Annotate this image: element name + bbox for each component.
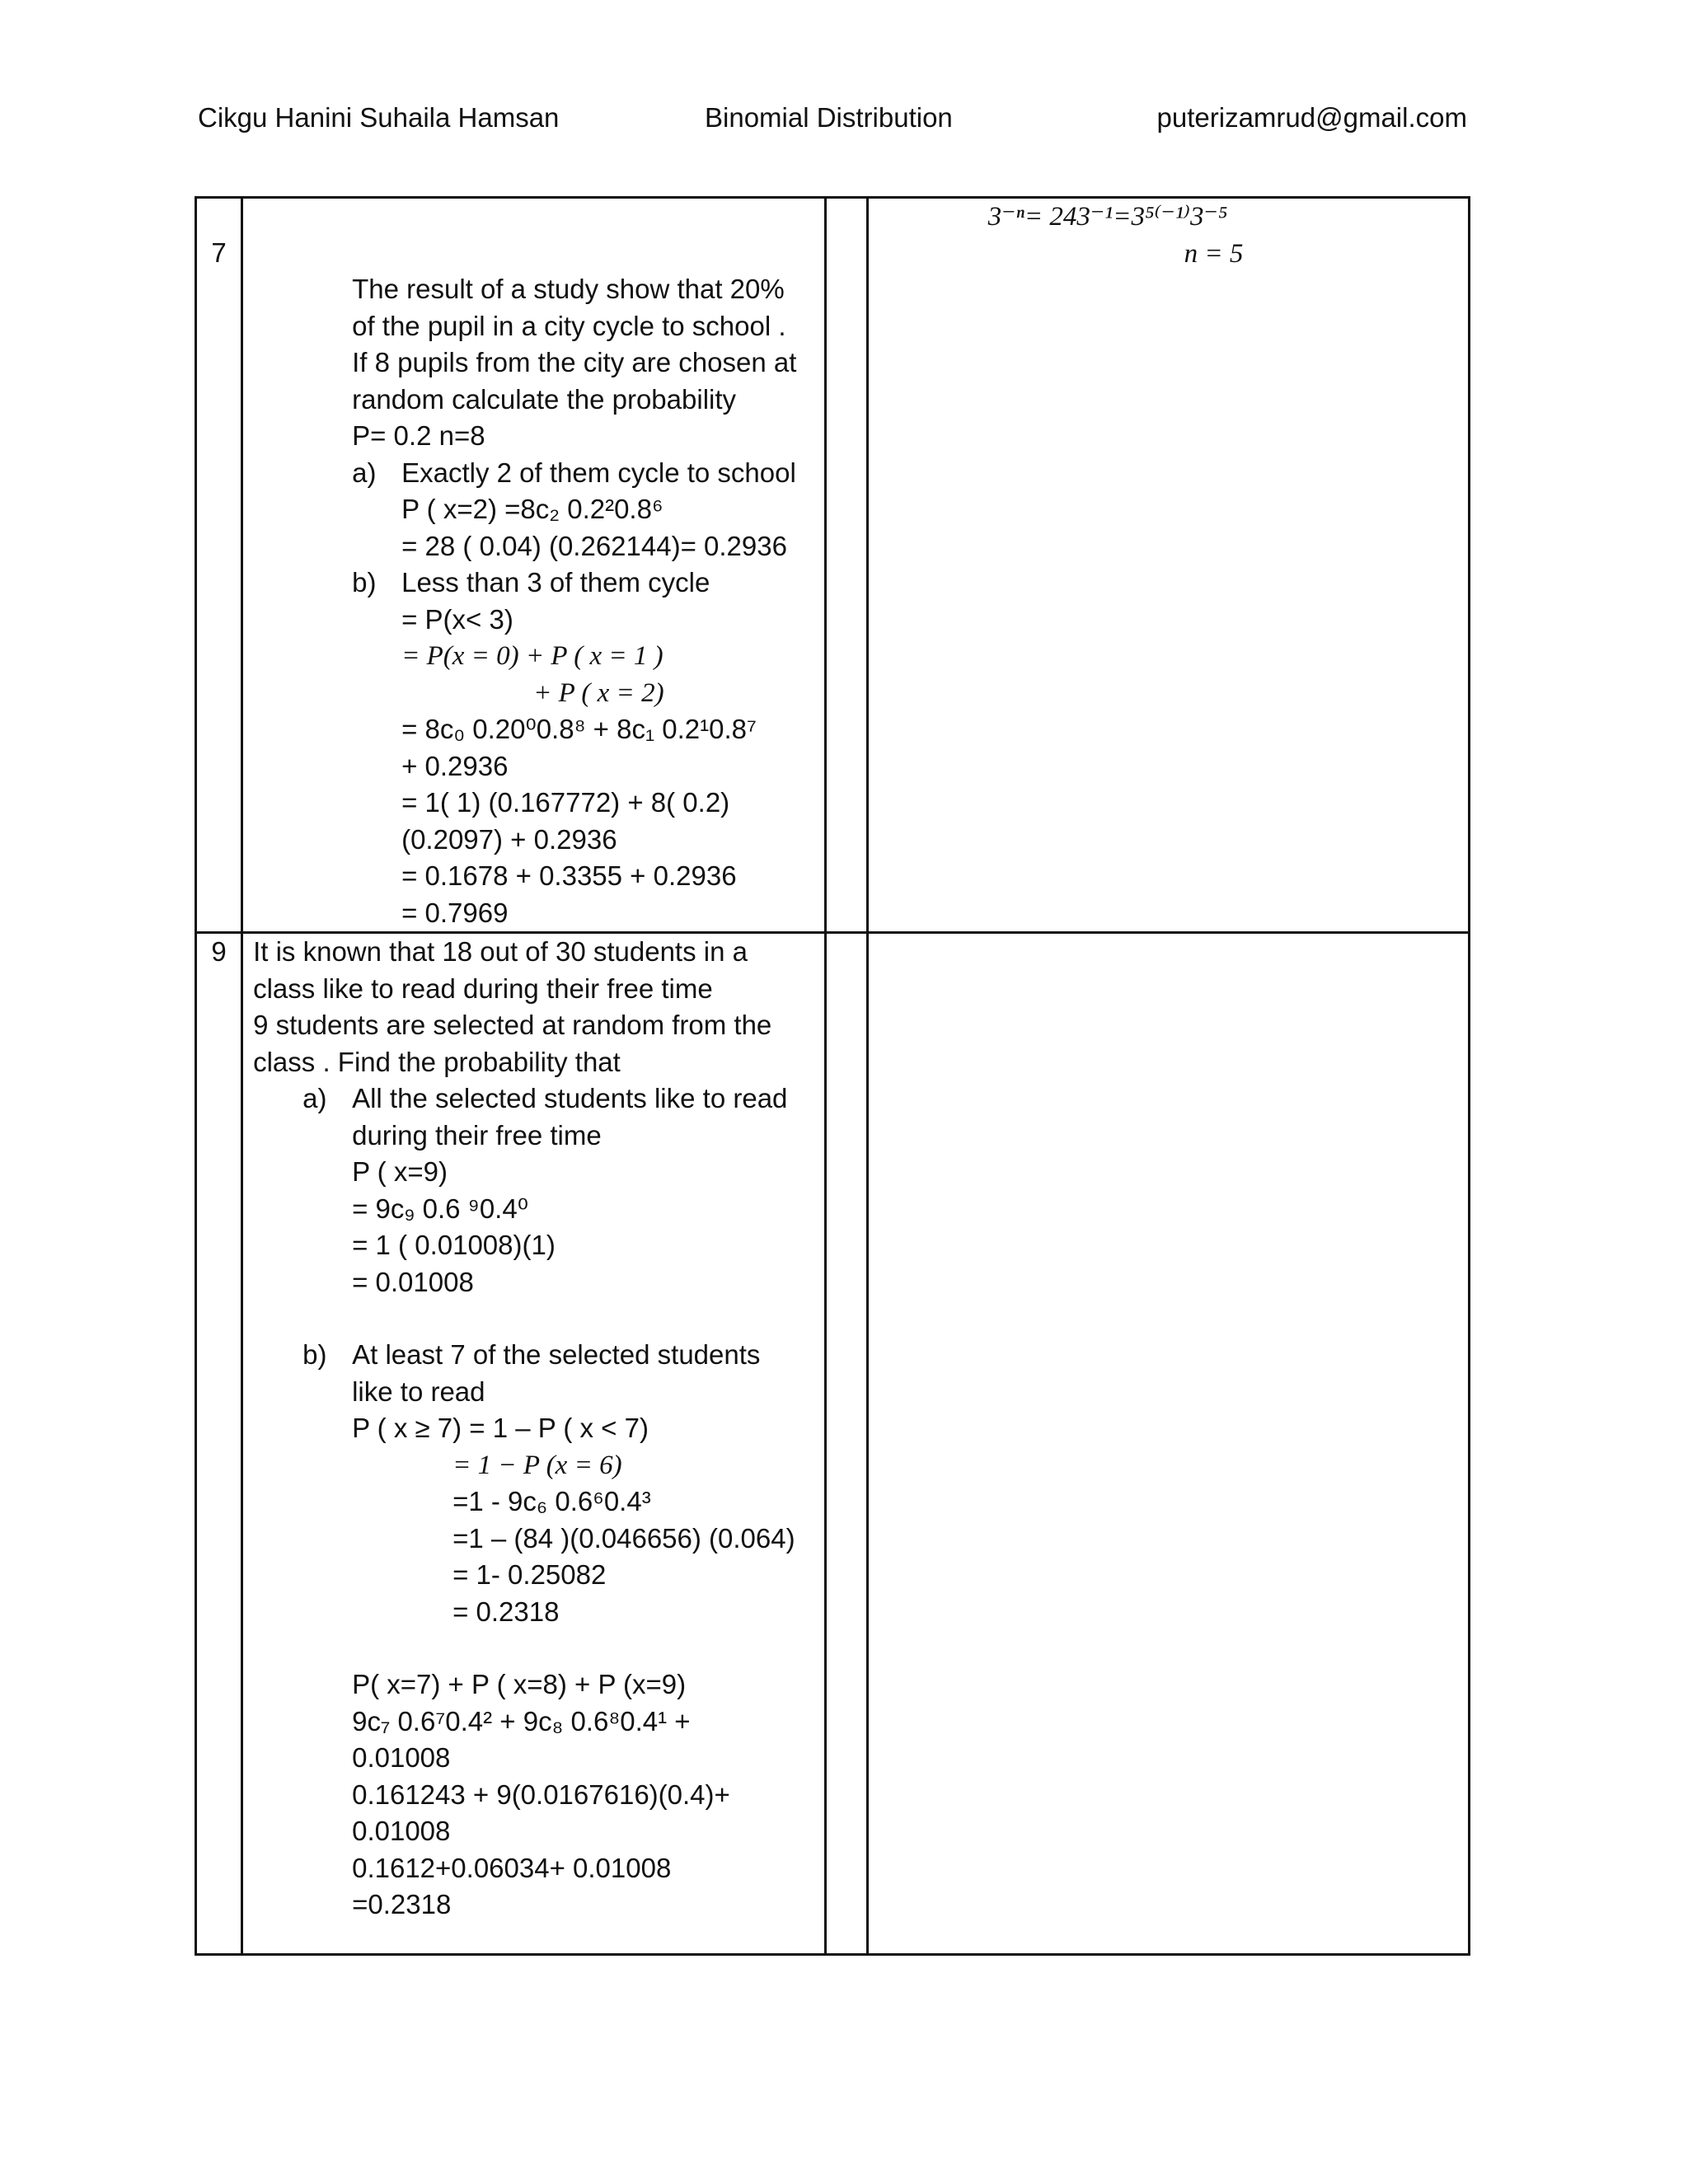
part-line: = 1 ( 0.01008)(1) (352, 1230, 556, 1260)
answer-cell (867, 933, 1469, 1955)
part-label: a) (352, 457, 377, 488)
part-line: All the selected students like to read (352, 1083, 788, 1113)
part-a (352, 455, 824, 565)
alt-line: P( x=7) + P ( x=8) + P (x=9) (352, 1669, 687, 1699)
part-line: = 1( 1) (0.167772) + 8( 0.2) (401, 787, 730, 818)
alt-line: 0.1612+0.06034+ 0.01008 (352, 1852, 672, 1883)
part-line: = 8c₀ 0.20⁰0.8⁸ + 8c₁ 0.2¹0.8⁷ (401, 714, 757, 744)
question-text (253, 934, 824, 1080)
part-label: b) (302, 1339, 327, 1370)
part-line: Less than 3 of them cycle (401, 567, 710, 598)
part-line: = 0.7969 (401, 897, 509, 928)
part-b (352, 565, 824, 931)
header-author: Cikgu Hanini Suhaila Hamsan (198, 102, 560, 133)
part-line: = 1- 0.25082 (452, 1559, 607, 1590)
part-line: =1 – (84 )(0.046656) (0.064) (452, 1522, 795, 1554)
question-line: random calculate the probability (352, 383, 737, 415)
question-cell (242, 933, 826, 1955)
part-label: b) (352, 567, 377, 598)
page-header (198, 97, 1467, 138)
blank-cell (826, 198, 867, 933)
header-title: Binomial Distribution (705, 102, 953, 133)
part-line: + 0.2936 (401, 750, 509, 781)
part-line: P ( x ≥ 7) = 1 – P ( x < 7) (352, 1413, 649, 1443)
part-content (401, 455, 796, 565)
part-line: = 1 − P (x = 6) (452, 1450, 622, 1480)
part-line: like to read (352, 1376, 485, 1407)
question-number: 7 (211, 237, 227, 268)
answer-line: 3⁻ⁿ= 243⁻¹=3⁵⁽⁻¹⁾3⁻⁵ (987, 202, 1228, 232)
table-row (196, 198, 1470, 933)
part-line: during their free time (352, 1119, 602, 1151)
question-line: P= 0.2 n=8 (352, 420, 485, 451)
question-line: It is known that 18 out of 30 students in a (253, 936, 748, 967)
question-text (352, 271, 824, 455)
part-line: = P(x< 3) (401, 603, 513, 635)
alt-line: 0.161243 + 9(0.0167616)(0.4)+ (352, 1779, 730, 1810)
part-content (401, 565, 757, 931)
part-line: Exactly 2 of them cycle to school (401, 457, 796, 488)
alt-line: 9c₇ 0.6⁷0.4² + 9c₈ 0.6⁸0.4¹ + (352, 1705, 691, 1736)
part-b (302, 1337, 824, 1630)
question-line: 9 students are selected at random from the (253, 1010, 772, 1040)
part-line: = 0.2318 (452, 1596, 560, 1627)
part-line: = P(x = 0) + P ( x = 1 ) (401, 641, 663, 671)
part-line: =1 - 9c₆ 0.6⁶0.4³ (452, 1486, 651, 1516)
part-line: = 9c₉ 0.6 ⁹0.4⁰ (352, 1193, 528, 1224)
part-line: P ( x=9) (352, 1156, 448, 1187)
question-line: of the pupil in a city cycle to school . (352, 310, 786, 341)
part-line: = 28 ( 0.04) (0.262144)= 0.2936 (401, 530, 787, 561)
answer-line: n = 5 (1184, 238, 1244, 269)
question-line: class . Find the probability that (253, 1046, 621, 1077)
question-number-cell (196, 933, 242, 1955)
part-line: (0.2097) + 0.2936 (401, 823, 617, 855)
answer-cell (867, 198, 1469, 933)
worksheet-table (195, 196, 1470, 1956)
question-cell (242, 198, 826, 933)
part-line: + P ( x = 2) (533, 677, 664, 708)
part-line: P ( x=2) =8c₂ 0.2²0.8⁶ (401, 494, 663, 524)
part-label: a) (302, 1083, 327, 1113)
question-line: class like to read during their free time (253, 972, 713, 1004)
part-line: = 0.1678 + 0.3355 + 0.2936 (401, 860, 737, 891)
alternative-method (352, 1666, 824, 1924)
part-content (352, 1337, 795, 1630)
header-email: puterizamrud@gmail.com (1156, 102, 1467, 133)
alt-line: =0.2318 (352, 1889, 452, 1919)
part-a (302, 1080, 824, 1301)
alt-line: 0.01008 (352, 1742, 451, 1773)
table-row (196, 933, 1470, 1955)
alt-line: 0.01008 (352, 1816, 451, 1846)
question-number: 9 (211, 936, 227, 967)
part-line: At least 7 of the selected students (352, 1339, 761, 1370)
question-line: If 8 pupils from the city are chosen at (352, 347, 797, 377)
part-content (352, 1080, 787, 1301)
blank-cell (826, 933, 867, 1955)
question-line: The result of a study show that 20% (352, 274, 785, 304)
part-line: = 0.01008 (352, 1266, 474, 1297)
question-number-cell (196, 198, 242, 933)
